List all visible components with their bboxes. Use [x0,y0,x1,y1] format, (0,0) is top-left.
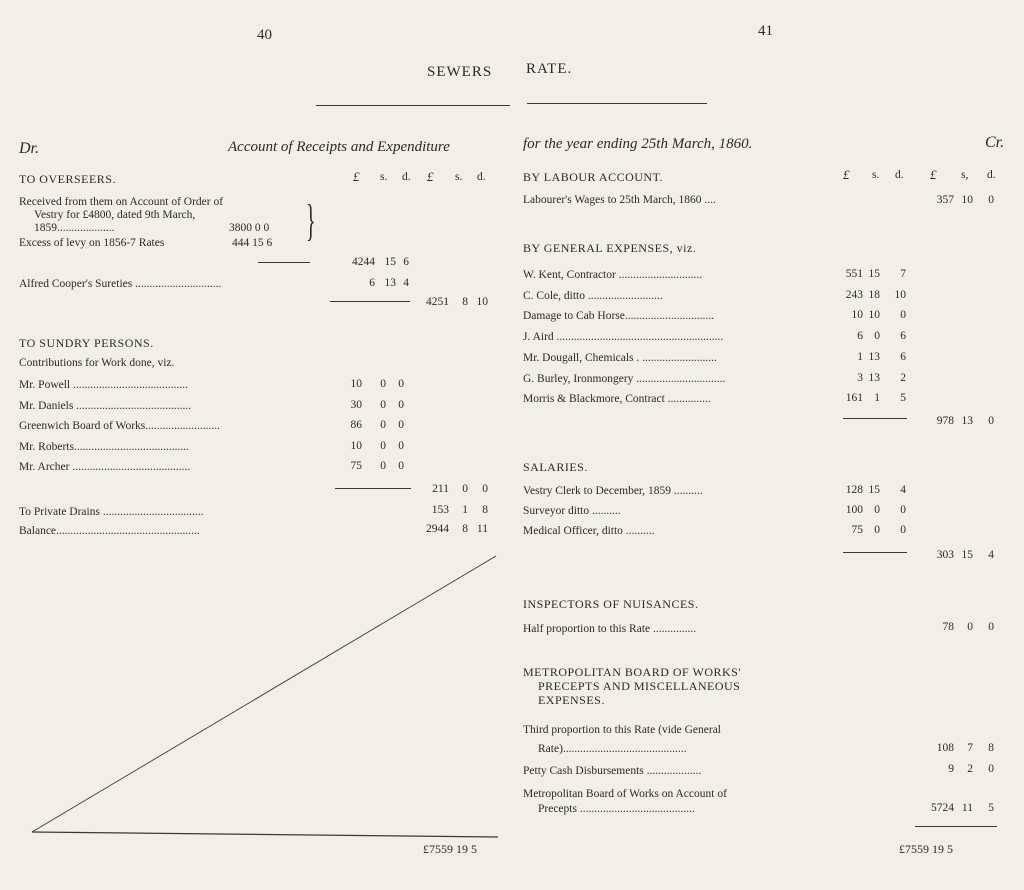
salaries-total-pounds: 303 [936,549,954,561]
total2-shillings: 0 [462,483,468,495]
salaries-total-shillings: 15 [961,549,973,561]
salaries-heading: SALARIES. [523,460,588,474]
petty-pounds: 9 [948,763,954,775]
general-row-shillings: 0 [874,330,880,343]
sundry-row-label: Mr. Archer ......................................... [19,461,191,473]
labour-heading: BY LABOUR ACCOUNT. [523,170,664,184]
brace-icon: } [306,196,316,245]
salary-row-pounds: 100 [845,504,863,516]
inspectors-heading: INSPECTORS OF NUISANCES. [523,597,699,611]
balance-pence: 11 [476,523,488,535]
petty-label: Petty Cash Disbursements ................... [523,765,702,777]
metro-heading-3: EXPENSES. [538,693,605,707]
contributions-label: Contributions for Work done, viz. [19,357,175,369]
balance-label: Balance.................................................. [19,525,200,537]
labour-row-label: Labourer's Wages to 25th March, 1860 .... [523,194,716,206]
col-d-4: d. [987,169,996,181]
overseers-heading: TO OVERSEERS. [19,172,116,186]
salary-row-pence: 0 [900,504,906,516]
col-pound-1: £ [353,169,360,184]
balance-shillings: 8 [462,523,468,535]
labour-pence: 0 [988,194,994,206]
total1-pounds: 4251 [426,296,449,308]
general-row-pence: 0 [900,309,906,322]
excess-amount: 444 15 6 [232,237,273,249]
metro-heading-2: PRECEPTS AND MISCELLANEOUS [538,679,741,693]
general-row-pounds: 243 [845,288,863,301]
petty-pence: 0 [988,763,994,775]
cr-label: Cr. [985,134,1005,151]
sundry-row-label: Mr. Roberts........................................ [19,440,189,453]
general-row-shillings: 13 [868,350,880,363]
metro-line-1: Metropolitan Board of Works on Account of [523,788,727,800]
col-d-3: d. [895,169,904,181]
metro-pounds: 5724 [931,802,954,814]
col-pound-4: £ [930,167,937,182]
sundry-row-pounds: 86 [350,419,362,431]
general-heading: BY GENERAL EXPENSES, viz. [523,241,697,255]
col-pound-2: £ [427,169,434,184]
received-amount: 3800 0 0 [229,222,270,234]
cooper-pounds: 6 [369,277,375,289]
general-row-shillings: 10 [868,309,880,322]
sundry-row-pounds: 10 [350,439,362,452]
general-row-pence: 5 [900,392,906,405]
sundry-row-shillings: 0 [380,398,386,411]
total1-pence: 10 [476,296,488,308]
sundry-row-pounds: 10 [350,378,362,390]
salary-row-shillings: 0 [874,504,880,516]
sub-rule-6 [915,826,997,827]
half-shillings: 0 [967,621,973,633]
total2-pounds: 211 [432,483,449,495]
sundry-row-pounds: 30 [350,398,362,411]
sundry-row-shillings: 0 [380,419,386,431]
sundry-row-pence: 0 [398,419,404,431]
general-total-pence: 0 [988,415,994,427]
general-total-pounds: 978 [936,415,954,427]
salary-row-pence: 0 [900,524,906,536]
general-row-pounds: 551 [845,268,863,280]
general-row-pence: 6 [900,330,906,343]
received-line-1: Received from them on Account of Order of [19,196,224,208]
general-row-pounds: 1 [857,350,863,363]
metro-line-2: Precepts ........................................ [538,803,695,815]
drains-label: To Private Drains ................................... [19,506,204,518]
sub-rule-4 [843,418,907,419]
salary-row-pounds: 75 [851,524,863,536]
general-row-pence: 6 [900,350,906,363]
received-line-3: 1859.................... [34,222,115,234]
third-line-2: Rate)........................................... [538,743,687,755]
col-s-1: s. [380,171,388,183]
col-s-3: s. [872,169,880,181]
sundry-row-pence: 0 [398,439,404,452]
col-d-1: d. [402,171,411,183]
salary-row-pounds: 128 [845,484,863,496]
half-pence: 0 [988,621,994,633]
page-number-right: 41 [758,23,773,39]
sundry-row-pence: 0 [398,398,404,411]
third-shillings: 7 [967,742,973,754]
general-row-pence: 7 [900,268,906,280]
general-row-pence: 10 [894,288,906,301]
third-line-1: Third proportion to this Rate (vide General [523,724,722,736]
general-total-shillings: 13 [961,415,973,427]
salary-row-pence: 4 [900,484,906,496]
general-row-shillings: 1 [874,392,880,405]
cooper-pence: 4 [403,277,409,289]
general-row-pounds: 10 [851,309,863,322]
general-row-pounds: 3 [857,371,863,384]
title-left: SEWERS [427,64,493,80]
sundry-row-pence: 0 [398,460,404,472]
general-row-pence: 2 [900,371,906,384]
cooper-label: Alfred Cooper's Sureties .............................. [19,278,222,290]
general-row-shillings: 15 [868,268,880,280]
salaries-total-pence: 4 [988,549,994,561]
sundry-row-pounds: 75 [350,460,362,472]
cooper-shillings: 13 [384,277,396,289]
total1-shillings: 8 [462,296,468,308]
sub1-pence: 6 [403,256,409,268]
left-grand-total: £7559 19 5 [423,842,477,856]
salary-row-shillings: 15 [868,484,880,496]
sundry-row-label: Greenwich Board of Works.......................... [19,420,221,432]
general-row-label: Damage to Cab Horse............................... [523,310,714,323]
salary-row-label: Medical Officer, ditto .......... [523,525,655,537]
general-row-label: Morris & Blackmore, Contract ............... [523,393,711,406]
sub1-pounds: 4244 [352,256,375,268]
balance-pounds: 2944 [426,523,449,535]
right-grand-total: £7559 19 5 [899,842,953,856]
sundry-row-shillings: 0 [380,460,386,472]
col-s-4: s, [961,169,969,181]
col-d-2: d. [477,171,486,183]
sub-rule-5 [843,552,907,553]
metro-heading-1: METROPOLITAN BOARD OF WORKS' [523,665,741,679]
total2-pence: 0 [482,483,488,495]
salary-row-label: Vestry Clerk to December, 1859 .......... [523,485,703,497]
col-s-2: s. [455,171,463,183]
general-row-label: W. Kent, Contractor ............................. [523,269,703,281]
third-pounds: 108 [936,742,954,754]
sundry-row-label: Mr. Powell ........................................ [19,379,188,391]
drains-pence: 8 [482,504,488,516]
general-row-shillings: 18 [868,288,880,301]
metro-shillings: 11 [961,802,973,814]
sundry-row-pence: 0 [398,378,404,390]
col-pound-3: £ [843,167,850,182]
labour-pounds: 357 [936,194,954,206]
general-row-label: G. Burley, Ironmongery ............................... [523,372,726,385]
drains-shillings: 1 [462,504,468,516]
general-row-pounds: 161 [845,392,863,405]
labour-shillings: 10 [961,194,973,206]
dr-label: Dr. [19,140,40,157]
subtitle-left: Account of Receipts and Expenditure [228,139,450,155]
excess-label: Excess of levy on 1856-7 Rates [19,237,165,249]
sundry-row-shillings: 0 [380,378,386,390]
general-row-pounds: 6 [857,330,863,343]
sub1-shillings: 15 [384,256,396,268]
third-pence: 8 [988,742,994,754]
sundry-row-label: Mr. Daniels ........................................ [19,399,192,412]
sundry-heading: TO SUNDRY PERSONS. [19,336,154,350]
sundry-row-shillings: 0 [380,439,386,452]
half-label: Half proportion to this Rate ............... [523,623,697,635]
petty-shillings: 2 [967,763,973,775]
received-line-2: Vestry for £4800, dated 9th March, [34,209,196,221]
subtitle-right: for the year ending 25th March, 1860. [523,136,753,152]
title-right: RATE. [526,61,573,77]
salary-row-shillings: 0 [874,524,880,536]
half-pounds: 78 [942,621,954,633]
general-row-label: C. Cole, ditto .......................... [523,289,663,302]
metro-pence: 5 [988,802,994,814]
page-number-left: 40 [257,27,272,43]
general-row-shillings: 13 [868,371,880,384]
general-row-label: Mr. Dougall, Chemicals . .......................... [523,351,717,364]
salary-row-label: Surveyor ditto .......... [523,505,621,517]
general-row-label: J. Aird .......................................................... [523,331,724,344]
drains-pounds: 153 [431,504,449,516]
